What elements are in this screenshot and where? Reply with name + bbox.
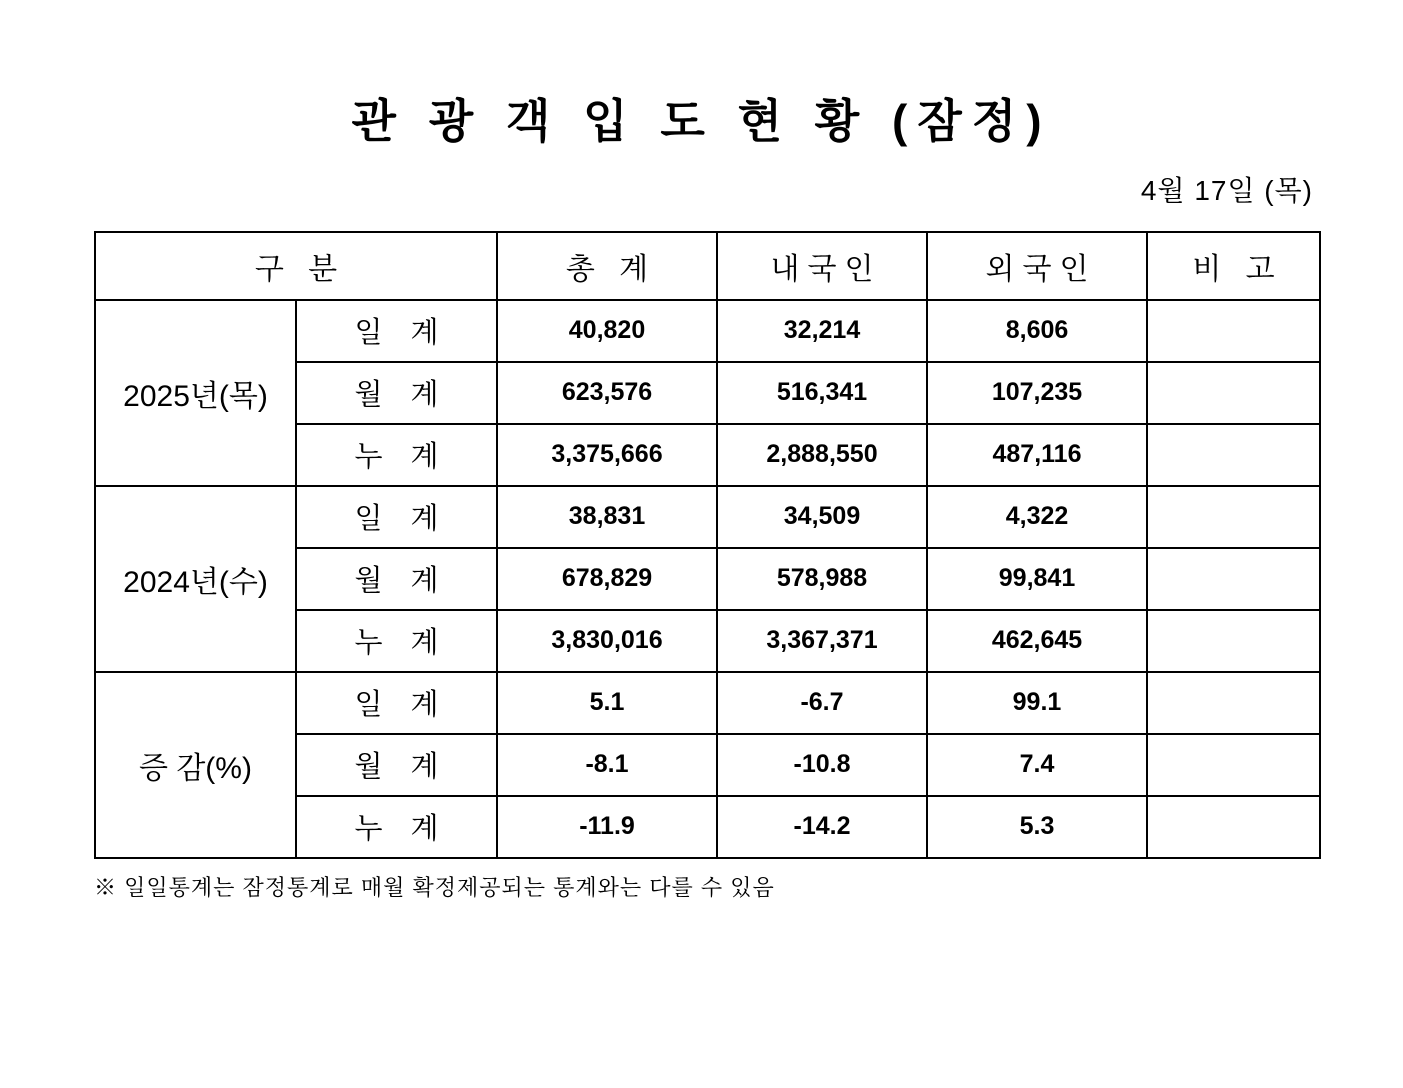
row-group-label-2025: 2025년(목)	[95, 300, 296, 486]
cell-domestic: 34,509	[717, 486, 927, 548]
cell-note	[1147, 362, 1320, 424]
table-row	[95, 486, 1320, 548]
row-sub-label: 월 계	[296, 362, 497, 424]
table-row	[95, 672, 1320, 734]
cell-domestic: 578,988	[717, 548, 927, 610]
cell-total: 623,576	[497, 362, 717, 424]
cell-foreign: 7.4	[927, 734, 1147, 796]
table-row	[95, 300, 1320, 362]
cell-foreign: 99.1	[927, 672, 1147, 734]
row-sub-label: 일 계	[296, 486, 497, 548]
cell-total: 38,831	[497, 486, 717, 548]
cell-domestic: -14.2	[717, 796, 927, 858]
row-sub-label: 일 계	[296, 300, 497, 362]
column-header-foreign: 외국인	[927, 232, 1147, 300]
row-sub-label: 누 계	[296, 424, 497, 486]
cell-note	[1147, 672, 1320, 734]
column-header-domestic: 내국인	[717, 232, 927, 300]
cell-total: -8.1	[497, 734, 717, 796]
statistics-table	[94, 231, 1321, 859]
cell-note	[1147, 610, 1320, 672]
cell-foreign: 462,645	[927, 610, 1147, 672]
column-header-total: 총 계	[497, 232, 717, 300]
cell-foreign: 4,322	[927, 486, 1147, 548]
cell-total: 40,820	[497, 300, 717, 362]
cell-total: 5.1	[497, 672, 717, 734]
cell-note	[1147, 796, 1320, 858]
report-date: 4월 17일 (목)	[1140, 174, 1313, 206]
cell-total: 678,829	[497, 548, 717, 610]
row-sub-label: 일 계	[296, 672, 497, 734]
cell-total: 3,830,016	[497, 610, 717, 672]
document-page	[0, 96, 1403, 1088]
table-body	[95, 300, 1320, 858]
cell-domestic: -6.7	[717, 672, 927, 734]
table-header-row	[95, 232, 1320, 300]
cell-foreign: 5.3	[927, 796, 1147, 858]
column-header-gubun: 구 분	[95, 232, 497, 300]
cell-domestic: -10.8	[717, 734, 927, 796]
row-sub-label: 월 계	[296, 734, 497, 796]
cell-domestic: 2,888,550	[717, 424, 927, 486]
cell-domestic: 3,367,371	[717, 610, 927, 672]
cell-foreign: 8,606	[927, 300, 1147, 362]
row-sub-label: 누 계	[296, 796, 497, 858]
cell-domestic: 32,214	[717, 300, 927, 362]
cell-foreign: 99,841	[927, 548, 1147, 610]
cell-foreign: 107,235	[927, 362, 1147, 424]
statistics-table-container	[94, 231, 1309, 859]
cell-total: 3,375,666	[497, 424, 717, 486]
cell-note	[1147, 486, 1320, 548]
cell-domestic: 516,341	[717, 362, 927, 424]
cell-total: -11.9	[497, 796, 717, 858]
row-group-label-2024: 2024년(수)	[95, 486, 296, 672]
cell-foreign: 487,116	[927, 424, 1147, 486]
row-sub-label: 누 계	[296, 610, 497, 672]
footnote: ※ 일일통계는 잠정통계로 매월 확정제공되는 통계와는 다를 수 있음	[94, 874, 775, 900]
column-header-note: 비 고	[1147, 232, 1320, 300]
cell-note	[1147, 734, 1320, 796]
cell-note	[1147, 300, 1320, 362]
cell-note	[1147, 548, 1320, 610]
row-group-label-change: 증 감(%)	[95, 672, 296, 858]
table-header	[95, 232, 1320, 300]
page-title: 관 광 객 입 도 현 황 (잠정)	[351, 95, 1052, 147]
row-sub-label: 월 계	[296, 548, 497, 610]
cell-note	[1147, 424, 1320, 486]
